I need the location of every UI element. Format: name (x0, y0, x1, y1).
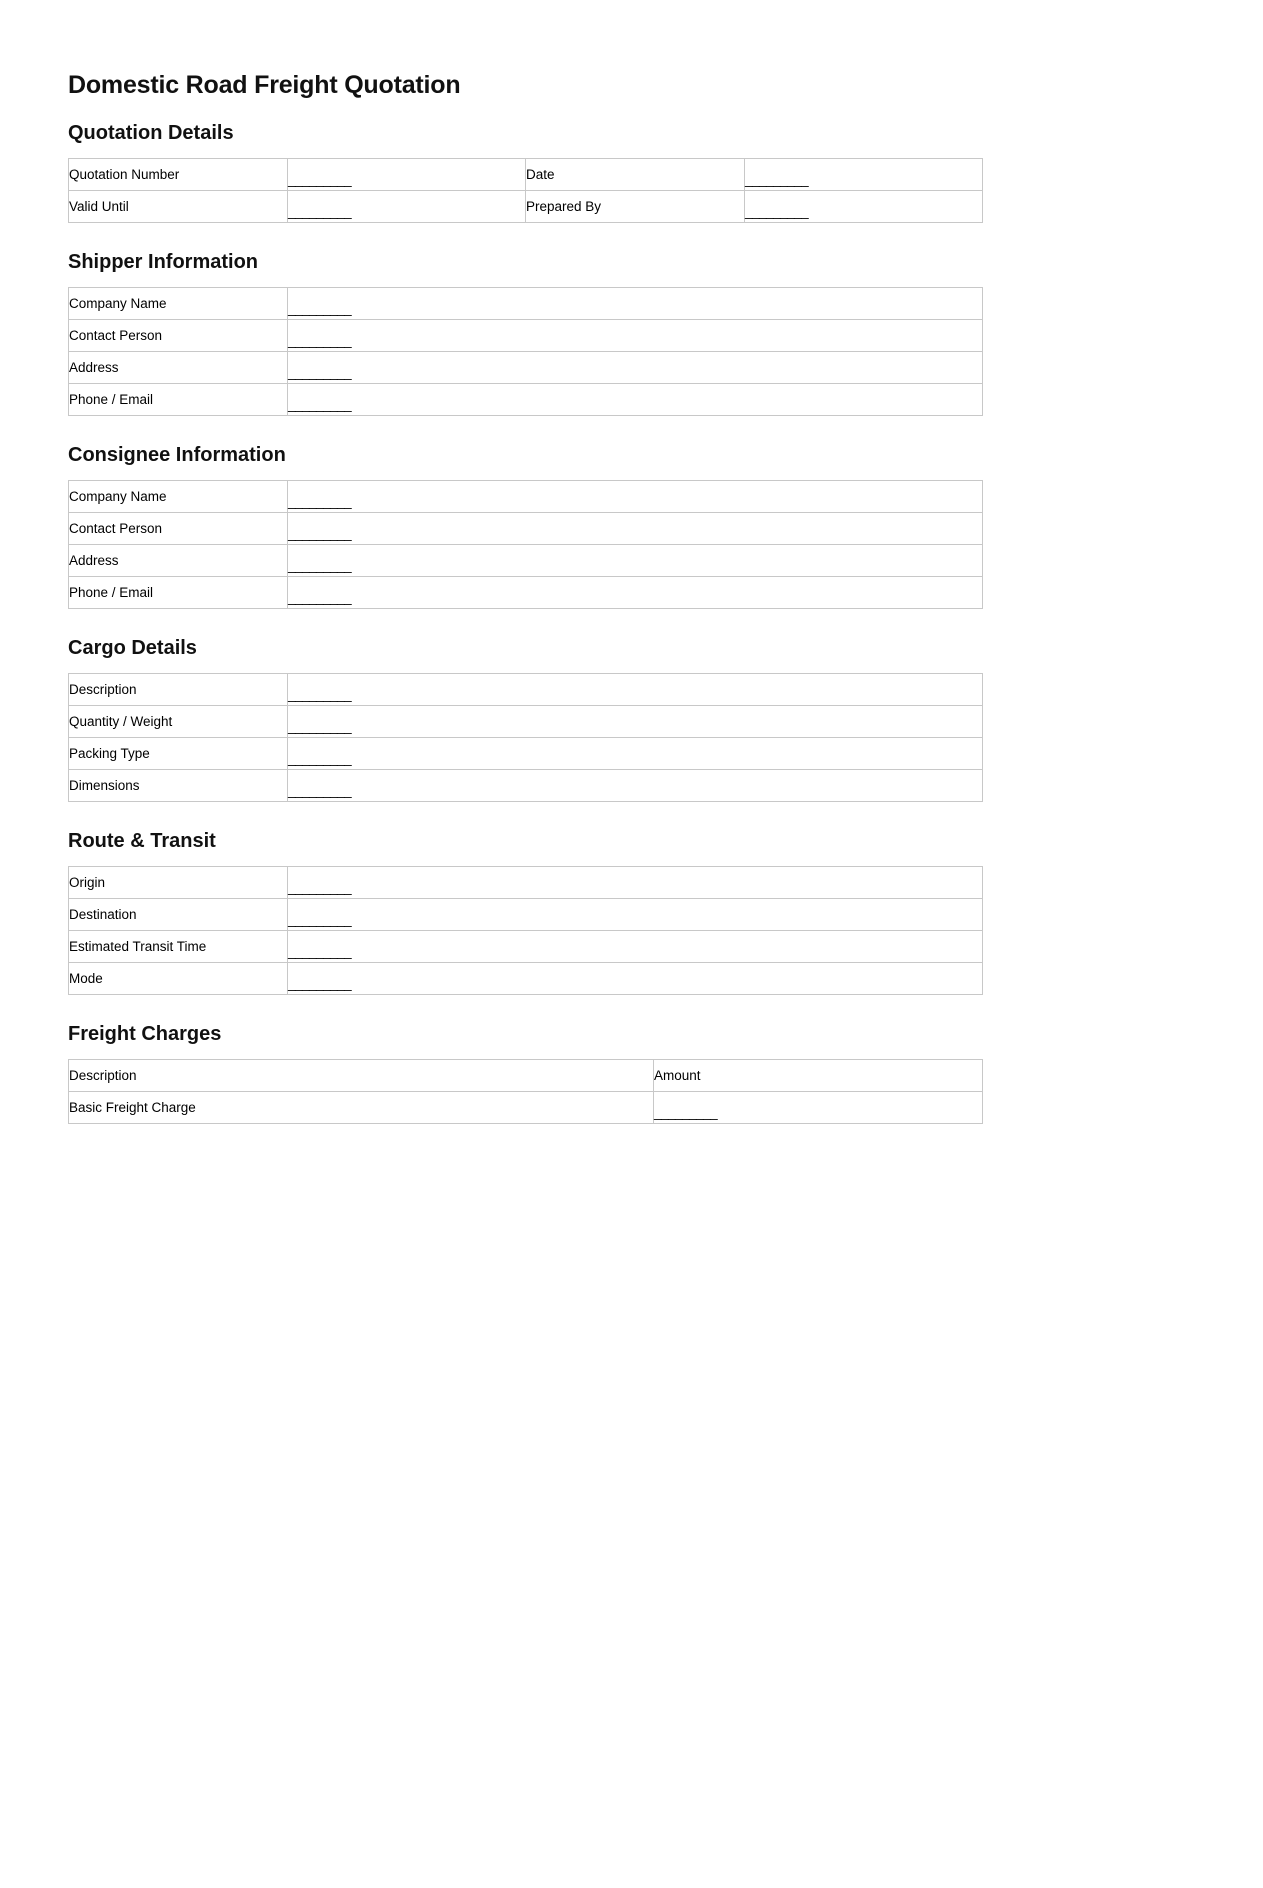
field-input-cargo-dimensions[interactable] (288, 769, 983, 801)
field-input-origin[interactable] (288, 866, 983, 898)
blank-line: _________ (288, 364, 352, 380)
field-input-basic-freight-charge-amount[interactable] (654, 1091, 983, 1123)
section-freight-charges (68, 995, 982, 1120)
shipper-information-table (68, 287, 983, 416)
column-header-description: Description (69, 1059, 654, 1091)
field-label-destination: Destination (69, 898, 288, 930)
field-label-shipper-address: Address (69, 351, 288, 383)
table-row (69, 544, 983, 576)
blank-line: _________ (654, 1104, 718, 1120)
consignee-information-table (68, 480, 983, 609)
cargo-details-table (68, 673, 983, 802)
field-input-valid-until[interactable] (288, 190, 526, 222)
table-row (69, 576, 983, 608)
field-input-consignee-phone-email[interactable] (288, 576, 983, 608)
table-row (69, 737, 983, 769)
table-row (69, 930, 983, 962)
blank-line: _________ (288, 300, 352, 316)
field-label-date: Date (526, 158, 745, 190)
field-label-quotation-number: Quotation Number (69, 158, 288, 190)
field-label-cargo-packing-type: Packing Type (69, 737, 288, 769)
table-row (69, 158, 983, 190)
section-shipper-information (68, 223, 982, 416)
table-row (69, 962, 983, 994)
blank-line: _________ (745, 171, 809, 187)
field-input-shipper-phone-email[interactable] (288, 383, 983, 415)
table-row (69, 512, 983, 544)
section-heading-cargo-details: Cargo Details (68, 636, 197, 659)
section-cargo-details (68, 609, 982, 802)
table-header-row (69, 1059, 983, 1091)
blank-line: _________ (288, 911, 352, 927)
blank-line: _________ (288, 171, 352, 187)
section-heading-shipper-information: Shipper Information (68, 250, 258, 273)
page-title: Domestic Road Freight Quotation (68, 71, 461, 99)
section-heading-consignee-information: Consignee Information (68, 443, 286, 466)
blank-line: _________ (288, 203, 352, 219)
field-input-shipper-address[interactable] (288, 351, 983, 383)
table-row (69, 480, 983, 512)
field-input-mode[interactable] (288, 962, 983, 994)
field-label-consignee-address: Address (69, 544, 288, 576)
field-label-valid-until: Valid Until (69, 190, 288, 222)
blank-line: _________ (288, 557, 352, 573)
section-heading-route-transit: Route & Transit (68, 829, 216, 852)
blank-line: _________ (288, 943, 352, 959)
field-label-mode: Mode (69, 962, 288, 994)
section-consignee-information (68, 416, 982, 609)
field-input-shipper-company-name[interactable] (288, 287, 983, 319)
table-row (69, 898, 983, 930)
document-content (68, 0, 982, 1120)
field-input-date[interactable] (745, 158, 983, 190)
table-row (69, 351, 983, 383)
field-label-shipper-phone-email: Phone / Email (69, 383, 288, 415)
table-row (69, 769, 983, 801)
table-row (69, 1091, 983, 1123)
quotation-details-table (68, 158, 983, 223)
section-heading-freight-charges: Freight Charges (68, 1022, 222, 1045)
table-row (69, 673, 983, 705)
field-label-consignee-company-name: Company Name (69, 480, 288, 512)
field-input-estimated-transit-time[interactable] (288, 930, 983, 962)
blank-line: _________ (288, 396, 352, 412)
table-row (69, 705, 983, 737)
section-route-transit (68, 802, 982, 995)
field-input-quotation-number[interactable] (288, 158, 526, 190)
table-row (69, 866, 983, 898)
field-label-prepared-by: Prepared By (526, 190, 745, 222)
table-row (69, 190, 983, 222)
route-transit-table (68, 866, 983, 995)
column-header-amount: Amount (654, 1059, 983, 1091)
blank-line: _________ (288, 718, 352, 734)
field-input-cargo-packing-type[interactable] (288, 737, 983, 769)
field-input-cargo-quantity-weight[interactable] (288, 705, 983, 737)
field-input-destination[interactable] (288, 898, 983, 930)
table-row (69, 319, 983, 351)
blank-line: _________ (288, 879, 352, 895)
field-input-prepared-by[interactable] (745, 190, 983, 222)
field-label-consignee-phone-email: Phone / Email (69, 576, 288, 608)
freight-charges-table (68, 1059, 983, 1124)
field-input-cargo-description[interactable] (288, 673, 983, 705)
blank-line: _________ (288, 782, 352, 798)
field-input-shipper-contact-person[interactable] (288, 319, 983, 351)
field-input-consignee-contact-person[interactable] (288, 512, 983, 544)
freight-charges-clipped-region (68, 1059, 982, 1120)
field-label-shipper-contact-person: Contact Person (69, 319, 288, 351)
field-input-consignee-company-name[interactable] (288, 480, 983, 512)
field-label-origin: Origin (69, 866, 288, 898)
field-label-estimated-transit-time: Estimated Transit Time (69, 930, 288, 962)
table-row (69, 383, 983, 415)
blank-line: _________ (288, 686, 352, 702)
field-label-consignee-contact-person: Contact Person (69, 512, 288, 544)
field-label-cargo-quantity-weight: Quantity / Weight (69, 705, 288, 737)
field-input-consignee-address[interactable] (288, 544, 983, 576)
blank-line: _________ (288, 589, 352, 605)
section-heading-quotation-details: Quotation Details (68, 121, 234, 144)
blank-line: _________ (288, 750, 352, 766)
field-label-cargo-description: Description (69, 673, 288, 705)
blank-line: _________ (288, 332, 352, 348)
blank-line: _________ (745, 203, 809, 219)
field-label-cargo-dimensions: Dimensions (69, 769, 288, 801)
table-row (69, 287, 983, 319)
blank-line: _________ (288, 525, 352, 541)
charge-description-basic-freight-charge: Basic Freight Charge (69, 1091, 654, 1123)
blank-line: _________ (288, 493, 352, 509)
section-quotation-details (68, 100, 982, 223)
field-label-shipper-company-name: Company Name (69, 287, 288, 319)
blank-line: _________ (288, 975, 352, 991)
